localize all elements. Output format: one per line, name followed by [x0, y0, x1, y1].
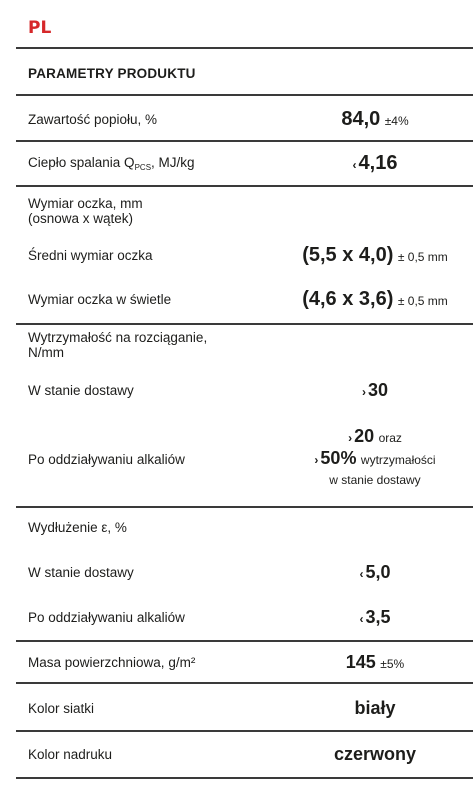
ash-tolerance: ±4% [384, 114, 409, 128]
tensile-alkali-line-2 [275, 448, 475, 470]
elongation-alkali-label: Po oddziaływaniu alkaliów [28, 610, 185, 625]
ash-value-cell [275, 108, 475, 131]
tensile-delivered-value: 30 [367, 380, 389, 400]
heat-value: 4,16 [358, 152, 398, 174]
divider [16, 140, 473, 142]
divider [16, 47, 473, 49]
tensile-unit: N/mm [28, 345, 64, 360]
mesh-clear-label: Wymiar oczka w świetle [28, 292, 172, 307]
heat-label [28, 155, 195, 176]
divider [16, 640, 473, 642]
tensile-alkali-label: Po oddziaływaniu alkaliów [28, 452, 185, 467]
mass-value: 145 [345, 652, 376, 672]
divider [16, 506, 473, 508]
mesh-subtitle: (osnowa x wątek) [28, 211, 134, 226]
mesh-avg-label: Średni wymiar oczka [28, 248, 153, 263]
mesh-title: Wymiar oczka, mm [28, 196, 143, 211]
greater-than-icon: › [314, 453, 319, 467]
divider [16, 323, 473, 325]
heat-label-text: Ciepło spalania Q [28, 155, 135, 170]
mesh-color-cell [275, 698, 475, 719]
divider [16, 94, 473, 96]
print-color-label: Kolor nadruku [28, 747, 113, 762]
less-than-icon: ‹ [359, 612, 364, 626]
tensile-title: Wytrzymałość na rozciąganie, [28, 330, 208, 345]
elongation-alkali-value: 3,5 [365, 607, 391, 627]
print-color-value: czerwony [333, 744, 417, 764]
tensile-alkali-line-3: w stanie dostawy [329, 473, 421, 487]
greater-than-icon: › [361, 385, 366, 399]
divider [16, 730, 473, 732]
heat-value-cell [275, 152, 475, 175]
mesh-color-value: biały [354, 698, 396, 718]
mesh-clear-tolerance: ± 0,5 mm [397, 294, 448, 308]
elongation-delivered-label: W stanie dostawy [28, 565, 134, 580]
heat-label-unit: , MJ/kg [151, 155, 195, 170]
divider [16, 777, 473, 779]
mesh-avg-cell [275, 244, 475, 267]
tensile-alkali-value-2: 50% [320, 448, 357, 468]
less-than-icon: ‹ [352, 158, 357, 172]
mass-tolerance: ±5% [380, 657, 405, 671]
tensile-alkali-value-1: 20 [354, 426, 375, 446]
print-color-cell [275, 744, 475, 765]
table-header: PARAMETRY PRODUKTU [28, 66, 196, 81]
mass-label: Masa powierzchniowa, g/m² [28, 655, 196, 670]
ash-value: 84,0 [341, 108, 381, 130]
language-code: PL [28, 18, 52, 38]
tensile-delivered-cell [275, 380, 475, 401]
mesh-color-label: Kolor siatki [28, 701, 95, 716]
greater-than-icon: › [348, 431, 353, 445]
ash-label: Zawartość popiołu, % [28, 112, 158, 127]
tensile-alkali-text-2: wytrzymałości [360, 453, 436, 467]
mesh-clear-cell [275, 288, 475, 311]
less-than-icon: ‹ [359, 567, 364, 581]
tensile-alkali-line-1 [275, 426, 475, 448]
mass-value-cell [275, 652, 475, 673]
elongation-delivered-value: 5,0 [365, 562, 391, 582]
mesh-avg-tolerance: ± 0,5 mm [397, 250, 448, 264]
tensile-alkali-text-1: oraz [378, 431, 402, 445]
mesh-clear-value: (4,6 x 3,6) [302, 288, 394, 310]
mesh-avg-value: (5,5 x 4,0) [302, 244, 394, 266]
elongation-title: Wydłużenie ε, % [28, 520, 127, 535]
elongation-delivered-cell [275, 562, 475, 583]
divider [16, 682, 473, 684]
tensile-alkali-cell [275, 426, 475, 490]
heat-label-subscript: PCS [134, 163, 152, 172]
elongation-alkali-cell [275, 607, 475, 628]
tensile-delivered-label: W stanie dostawy [28, 383, 134, 398]
divider [16, 185, 473, 187]
